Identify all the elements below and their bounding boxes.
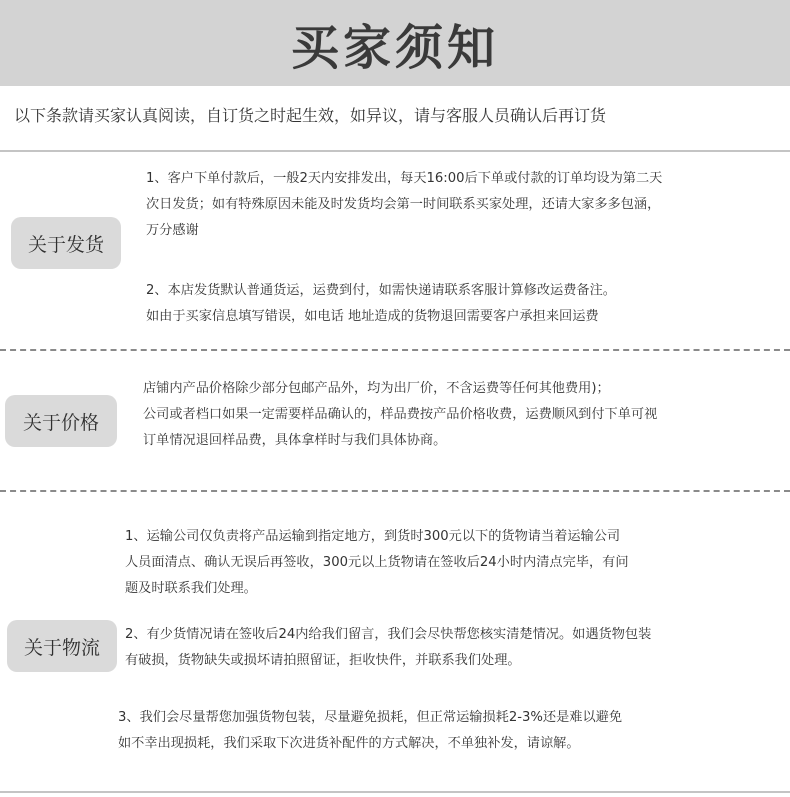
bottom-divider (0, 791, 790, 793)
logistics-item-1: 1、运输公司仅负责将产品运输到指定地方，到货时300元以下的货物请当着运输公司 人员面清点、确认无误后再签收，300元以上货物请在签收后24小时内清点完毕，有问 题及时联系我们处理。 (125, 529, 629, 596)
label-price: 关于价格 (5, 395, 117, 447)
label-logistics: 关于物流 (7, 620, 117, 672)
shipping-item-1: 1、客户下单付款后，一般2天内安排发出，每天16:00后下单或付款的订单均设为第二天 次日发货；如有特殊原因未能及时发货均会第一时间联系买家处理，还请大家多多包涵， 万分感谢 (146, 171, 663, 238)
divider (0, 150, 790, 152)
section-divider (0, 490, 790, 492)
logistics-item-3: 3、我们会尽量帮您加强货物包装，尽量避免损耗，但正常运输损耗2-3%还是难以避免 如不幸出现损耗，我们采取下次进货补配件的方式解决，不单独补发，请谅解。 (118, 710, 623, 751)
header-banner (0, 0, 790, 86)
label-shipping: 关于发货 (11, 217, 121, 269)
price-item-1: 店铺内产品价格除少部分包邮产品外，均为出厂价，不含运费等任何其他费用)； 公司或者档口如果一定需要样品确认的，样品费按产品价格收费，运费顺风到付下单可视 订单情况退回样品费，具体拿样时与我们具体协商。 (143, 381, 658, 448)
shipping-item-2: 2、本店发货默认普通货运，运费到付，如需快递请联系客服计算修改运费备注。 如由于买家信息填写错误，如电话 地址造成的货物退回需要客户承担来回运费 (146, 283, 616, 324)
page-title: 买家须知 (290, 19, 499, 76)
intro-notice: 以下条款请买家认真阅读，自订货之时起生效，如异议，请与客服人员确认后再订货 (14, 106, 607, 125)
logistics-item-2: 2、有少货情况请在签收后24内给我们留言，我们会尽快帮您核实清楚情况。如遇货物包装 有破损，货物缺失或损坏请拍照留证，拒收快件，并联系我们处理。 (125, 627, 652, 668)
section-divider (0, 349, 790, 351)
